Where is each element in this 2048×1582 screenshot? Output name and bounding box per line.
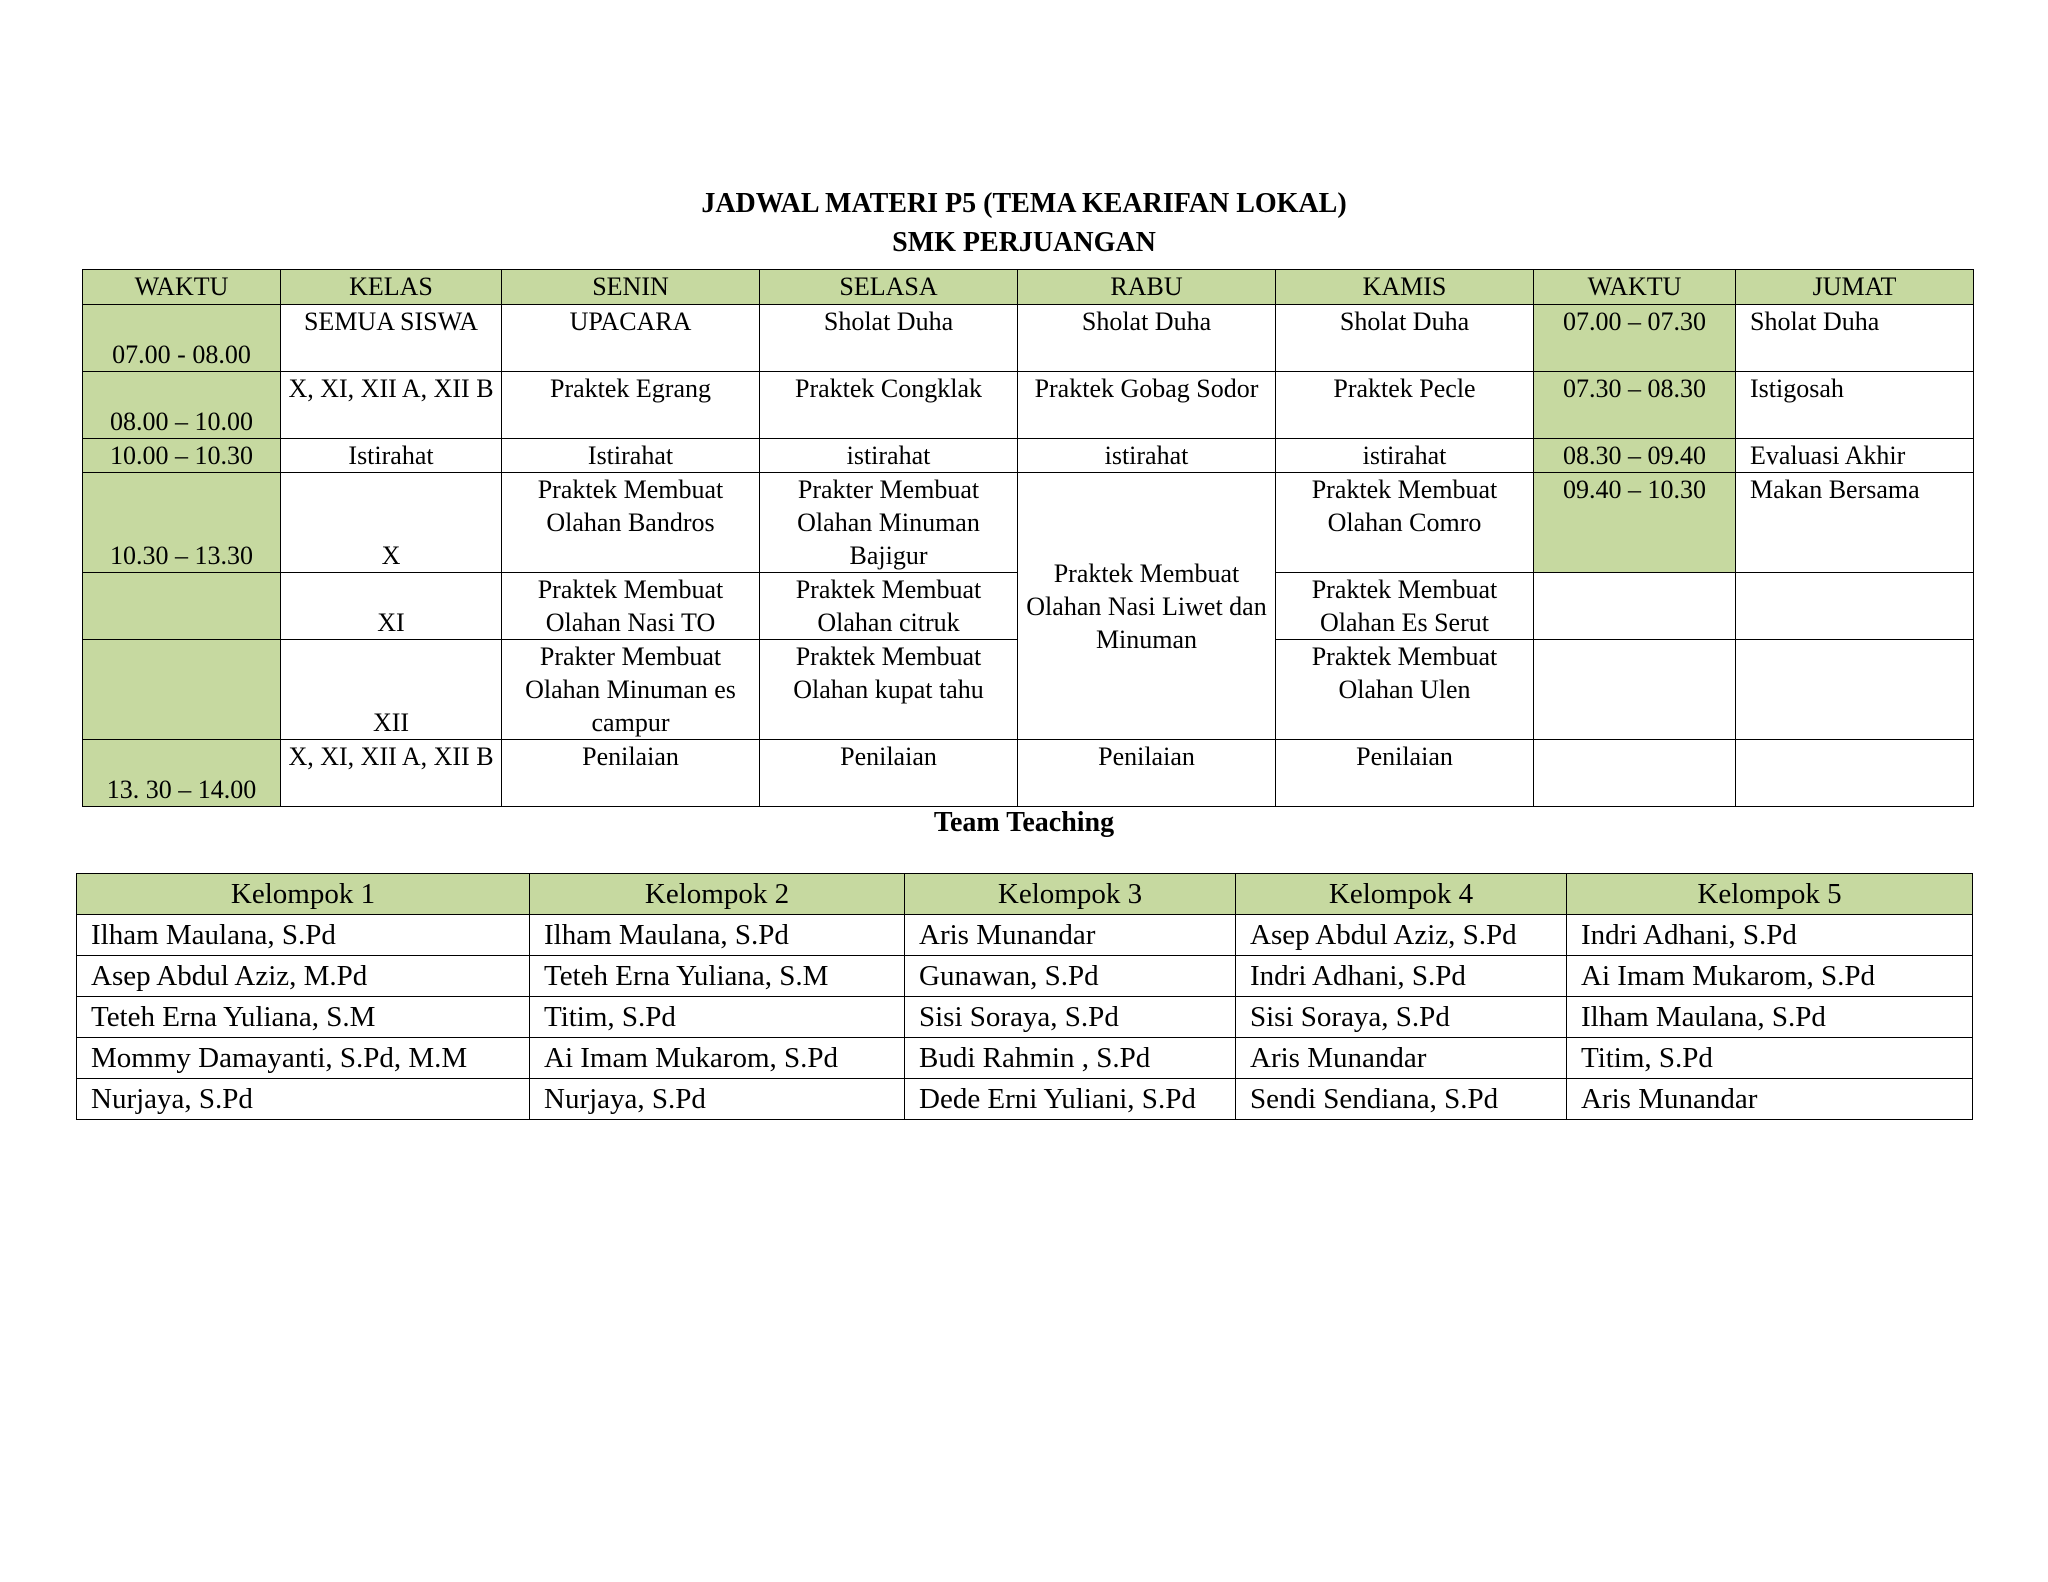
teacher-cell: Asep Abdul Aziz, S.Pd <box>1236 915 1567 956</box>
selasa-cell: Praktek Membuat Olahan citruk <box>760 573 1018 640</box>
class-cell: XI <box>281 573 502 640</box>
teacher-cell: Mommy Damayanti, S.Pd, M.M <box>77 1038 530 1079</box>
schedule-table <box>82 269 1974 807</box>
teacher-cell: Dede Erni Yuliani, S.Pd <box>905 1079 1236 1120</box>
schedule-header-row <box>83 270 1974 305</box>
header-rabu: RABU <box>1018 270 1276 305</box>
kamis-cell: Praktek Membuat Olahan Es Serut <box>1276 573 1534 640</box>
header-waktu: WAKTU <box>83 270 281 305</box>
senin-cell: Penilaian <box>502 740 760 807</box>
rabu-merged-cell: Praktek Membuat Olahan Nasi Liwet dan Minuman <box>1018 473 1276 740</box>
rabu-cell: Sholat Duha <box>1018 305 1276 372</box>
jumat-cell <box>1736 640 1974 740</box>
class-cell: SEMUA SISWA <box>281 305 502 372</box>
jumat-cell <box>1736 740 1974 807</box>
teacher-cell: Budi Rahmin , S.Pd <box>905 1038 1236 1079</box>
class-cell: XII <box>281 640 502 740</box>
team-row <box>77 1079 1973 1120</box>
team-row <box>77 956 1973 997</box>
kamis-cell: Praktek Membuat Olahan Comro <box>1276 473 1534 573</box>
rabu-cell: Penilaian <box>1018 740 1276 807</box>
time-cell <box>83 573 281 640</box>
class-cell: X, XI, XII A, XII B <box>281 372 502 439</box>
senin-cell: Istirahat <box>502 439 760 473</box>
senin-cell: UPACARA <box>502 305 760 372</box>
teacher-cell: Indri Adhani, S.Pd <box>1236 956 1567 997</box>
class-cell: X, XI, XII A, XII B <box>281 740 502 807</box>
kamis-cell: Sholat Duha <box>1276 305 1534 372</box>
kamis-cell: istirahat <box>1276 439 1534 473</box>
senin-cell: Praktek Membuat Olahan Bandros <box>502 473 760 573</box>
team-row <box>77 997 1973 1038</box>
jumat-cell: Makan Bersama <box>1736 473 1974 573</box>
friday-time-cell <box>1534 640 1736 740</box>
teacher-cell: Aris Munandar <box>905 915 1236 956</box>
header-kamis: KAMIS <box>1276 270 1534 305</box>
senin-cell: Prakter Membuat Olahan Minuman es campur <box>502 640 760 740</box>
teacher-cell: Ilham Maulana, S.Pd <box>530 915 905 956</box>
teacher-cell: Ai Imam Mukarom, S.Pd <box>1567 956 1973 997</box>
schedule-row <box>83 372 1974 439</box>
header-kelompok-4: Kelompok 4 <box>1236 874 1567 915</box>
teacher-cell: Ilham Maulana, S.Pd <box>77 915 530 956</box>
schedule-row <box>83 473 1974 573</box>
team-header-row <box>77 874 1973 915</box>
jumat-cell: Sholat Duha <box>1736 305 1974 372</box>
teacher-cell: Asep Abdul Aziz, M.Pd <box>77 956 530 997</box>
senin-cell: Praktek Egrang <box>502 372 760 439</box>
rabu-cell: istirahat <box>1018 439 1276 473</box>
friday-time-cell: 07.30 – 08.30 <box>1534 372 1736 439</box>
page-title: JADWAL MATERI P5 (TEMA KEARIFAN LOKAL) <box>701 188 1347 219</box>
team-teaching-title: Team Teaching <box>933 807 1115 838</box>
rabu-cell: Praktek Gobag Sodor <box>1018 372 1276 439</box>
teacher-cell: Aris Munandar <box>1236 1038 1567 1079</box>
header-kelompok-1: Kelompok 1 <box>77 874 530 915</box>
teacher-cell: Ilham Maulana, S.Pd <box>1567 997 1973 1038</box>
teacher-cell: Titim, S.Pd <box>530 997 905 1038</box>
header-jumat: JUMAT <box>1736 270 1974 305</box>
teacher-cell: Nurjaya, S.Pd <box>77 1079 530 1120</box>
kamis-cell: Praktek Membuat Olahan Ulen <box>1276 640 1534 740</box>
teacher-cell: Sisi Soraya, S.Pd <box>1236 997 1567 1038</box>
header-kelompok-5: Kelompok 5 <box>1567 874 1973 915</box>
header-waktu-jumat: WAKTU <box>1534 270 1736 305</box>
senin-cell: Praktek Membuat Olahan Nasi TO <box>502 573 760 640</box>
teacher-cell: Titim, S.Pd <box>1567 1038 1973 1079</box>
friday-time-cell <box>1534 740 1736 807</box>
jumat-cell: Evaluasi Akhir <box>1736 439 1974 473</box>
selasa-cell: Prakter Membuat Olahan Minuman Bajigur <box>760 473 1018 573</box>
teacher-cell: Nurjaya, S.Pd <box>530 1079 905 1120</box>
time-cell: 08.00 – 10.00 <box>83 372 281 439</box>
class-cell: Istirahat <box>281 439 502 473</box>
friday-time-cell: 08.30 – 09.40 <box>1534 439 1736 473</box>
teacher-cell: Sisi Soraya, S.Pd <box>905 997 1236 1038</box>
header-selasa: SELASA <box>760 270 1018 305</box>
selasa-cell: Sholat Duha <box>760 305 1018 372</box>
kamis-cell: Penilaian <box>1276 740 1534 807</box>
schedule-row <box>83 305 1974 372</box>
time-cell: 10.00 – 10.30 <box>83 439 281 473</box>
selasa-cell: istirahat <box>760 439 1018 473</box>
schedule-row <box>83 740 1974 807</box>
time-cell: 10.30 – 13.30 <box>83 473 281 573</box>
team-teaching-table <box>76 873 1973 1120</box>
friday-time-cell: 09.40 – 10.30 <box>1534 473 1736 573</box>
friday-time-cell <box>1534 573 1736 640</box>
time-cell: 07.00 - 08.00 <box>83 305 281 372</box>
class-cell: X <box>281 473 502 573</box>
friday-time-cell: 07.00 – 07.30 <box>1534 305 1736 372</box>
selasa-cell: Praktek Membuat Olahan kupat tahu <box>760 640 1018 740</box>
teacher-cell: Teteh Erna Yuliana, S.M <box>77 997 530 1038</box>
time-cell: 13. 30 – 14.00 <box>83 740 281 807</box>
team-row <box>77 1038 1973 1079</box>
school-name: SMK PERJUANGAN <box>892 227 1156 258</box>
teacher-cell: Sendi Sendiana, S.Pd <box>1236 1079 1567 1120</box>
kamis-cell: Praktek Pecle <box>1276 372 1534 439</box>
header-kelompok-2: Kelompok 2 <box>530 874 905 915</box>
jumat-cell: Istigosah <box>1736 372 1974 439</box>
teacher-cell: Ai Imam Mukarom, S.Pd <box>530 1038 905 1079</box>
selasa-cell: Penilaian <box>760 740 1018 807</box>
header-senin: SENIN <box>502 270 760 305</box>
team-row <box>77 915 1973 956</box>
time-cell <box>83 640 281 740</box>
header-kelas: KELAS <box>281 270 502 305</box>
selasa-cell: Praktek Congklak <box>760 372 1018 439</box>
teacher-cell: Aris Munandar <box>1567 1079 1973 1120</box>
teacher-cell: Teteh Erna Yuliana, S.M <box>530 956 905 997</box>
schedule-row <box>83 439 1974 473</box>
teacher-cell: Gunawan, S.Pd <box>905 956 1236 997</box>
teacher-cell: Indri Adhani, S.Pd <box>1567 915 1973 956</box>
header-kelompok-3: Kelompok 3 <box>905 874 1236 915</box>
jumat-cell <box>1736 573 1974 640</box>
